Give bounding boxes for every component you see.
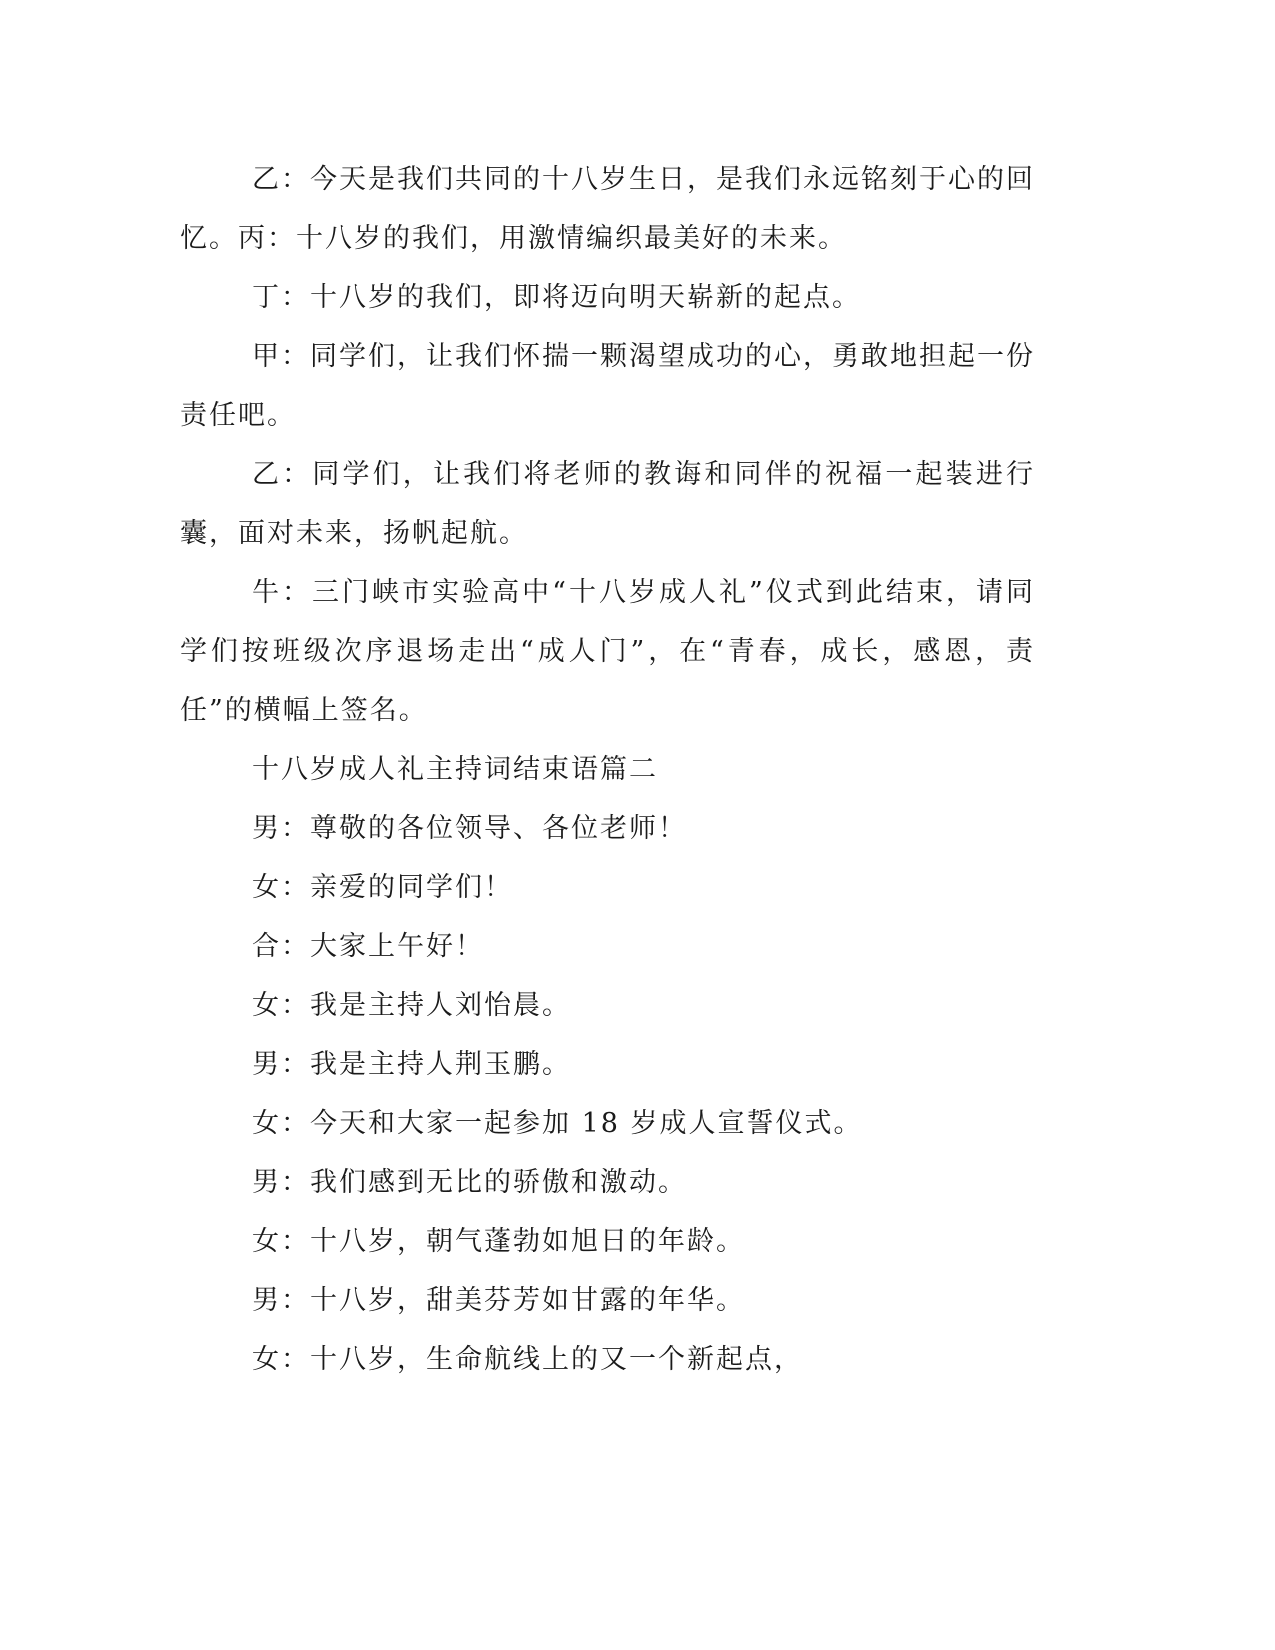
document-page — [180, 150, 1035, 1389]
paragraph: 合：大家上午好！ — [252, 931, 484, 962]
paragraph: 女：十八岁，生命航线上的又一个新起点， — [252, 1344, 803, 1375]
paragraph: 男：我是主持人荆玉鹏。 — [252, 1049, 571, 1080]
paragraph: 女：今天和大家一起参加 18 岁成人宣誓仪式。 — [252, 1108, 863, 1139]
paragraph: 男：我们感到无比的骄傲和激动。 — [252, 1167, 687, 1198]
paragraph: 牛：三门峡市实验高中“十八岁成人礼”仪式到此结束，请同学们按班级次序退场走出“成人门”，在“青春，成长，感恩，责任”的横幅上签名。 — [180, 577, 1035, 726]
paragraph: 男：尊敬的各位领导、各位老师！ — [252, 813, 687, 844]
paragraph: 女：亲爱的同学们！ — [252, 872, 513, 903]
paragraph: 女：我是主持人刘怡晨。 — [252, 990, 571, 1021]
paragraph: 乙：同学们，让我们将老师的教诲和同伴的祝福一起装进行囊，面对未来，扬帆起航。 — [180, 459, 1035, 549]
section-title: 十八岁成人礼主持词结束语篇二 — [252, 754, 658, 785]
paragraph: 女：十八岁，朝气蓬勃如旭日的年龄。 — [252, 1226, 745, 1257]
paragraph: 甲：同学们，让我们怀揣一颗渴望成功的心，勇敢地担起一份责任吧。 — [180, 341, 1035, 431]
paragraph: 丁：十八岁的我们，即将迈向明天崭新的起点。 — [252, 282, 861, 313]
paragraph: 男：十八岁，甜美芬芳如甘露的年华。 — [252, 1285, 745, 1316]
paragraph: 乙：今天是我们共同的十八岁生日，是我们永远铭刻于心的回忆。丙：十八岁的我们，用激情编织最美好的未来。 — [180, 164, 1035, 254]
